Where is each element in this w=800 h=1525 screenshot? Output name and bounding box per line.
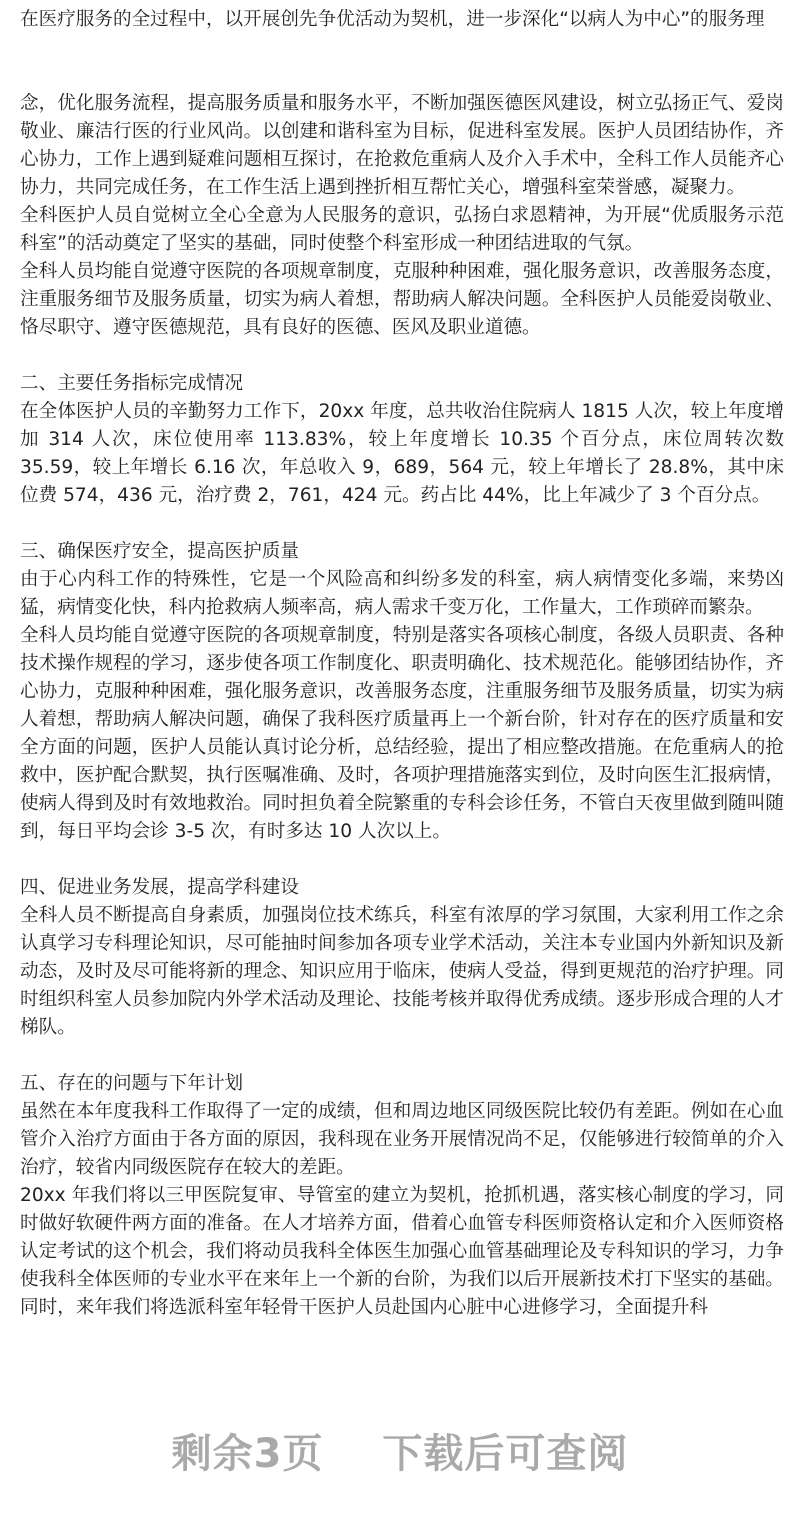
remaining-pages-label: 剩余3页	[171, 1431, 324, 1477]
paragraph: 20xx 年我们将以三甲医院复审、导管室的建立为契机，抢抓机遇，落实核心制度的学习，同时做好软硬件两方面的准备。在人才培养方面，借着心血管专科医师资格认定和介入医师资格认定考试的这个机会，我们将动员我科全体医生加强心血管基础理论及专科知识的学习，力争使我科全体医师的专业水平在来年上一个新的台阶，为我们以后开展新技术打下坚实的基础。同时，来年我们将选派科室年轻骨干医护人员赴国内心脏中心进修学习，全面提升科	[20, 1185, 784, 1318]
section-heading: 五、存在的问题与下年计划	[20, 1073, 244, 1094]
paragraph: 全科人员均能自觉遵守医院的各项规章制度，特别是落实各项核心制度，各级人员职责、各种技术操作规程的学习，逐步使各项工作制度化、职责明确化、技术规范化。能够团结协作，齐心协力，克服种种困难，强化服务意识，改善服务态度，注重服务细节及服务质量，切实为病人着想，帮助病人解决问题，确保了我科医疗质量再上一个新台阶，针对存在的医疗质量和安全方面的问题，医护人员能认真讨论分析，总结经验，提出了相应整改措施。在危重病人的抢救中，医护配合默契，执行医嘱准确、及时，各项护理措施落实到位，及时向医生汇报病情，使病人得到及时有效地救治。同时担负着全院繁重的专科会诊任务，不管白天夜里做到随叫随到，每日平均会诊 3-5 次，有时多达 10 人次以上。	[20, 625, 784, 842]
paragraph: 全科人员不断提高自身素质，加强岗位技术练兵，科室有浓厚的学习氛围，大家利用工作之余认真学习专科理论知识，尽可能抽时间参加各项专业学术活动，关注本专业国内外新知识及新动态，及时及尽可能将新的理念、知识应用于临床，使病人受益，得到更规范的治疗护理。同时组织科室人员参加院内外学术活动及理论、技能考核并取得优秀成绩。逐步形成合理的人才梯队。	[20, 905, 784, 1038]
paragraph: 由于心内科工作的特殊性，它是一个风险高和纠纷多发的科室，病人病情变化多端，来势凶猛，病情变化快，科内抢救病人频率高，病人需求千变万化，工作量大，工作琐碎而繁杂。	[20, 569, 784, 618]
paragraph: 在医疗服务的全过程中，以开展创先争优活动为契机，进一步深化“以病人为中心”的服务理	[20, 9, 765, 30]
paragraph: 念，优化服务流程，提高服务质量和服务水平，不断加强医德医风建设，树立弘扬正气、爱岗敬业、廉洁行医的行业风尚。以创建和谐科室为目标，促进科室发展。医护人员团结协作，齐心协力，工作上遇到疑难问题相互探讨，在抢救危重病人及介入手术中，全科工作人员能齐心协力，共同完成任务，在工作生活上遇到挫折相互帮忙关心，增强科室荣誉感，凝聚力。	[20, 93, 784, 198]
paragraph: 全科人员均能自觉遵守医院的各项规章制度，克服种种困难，强化服务意识，改善服务态度，注重服务细节及服务质量，切实为病人着想，帮助病人解决问题。全科医护人员能爱岗敬业、恪尽职守、遵守医德规范，具有良好的医德、医风及职业道德。	[20, 261, 784, 338]
paragraph: 全科医护人员自觉树立全心全意为人民服务的意识，弘扬白求恩精神，为开展“优质服务示范科室”的活动奠定了坚实的基础，同时使整个科室形成一种团结进取的气氛。	[20, 205, 784, 254]
download-to-view-label[interactable]: 下载后可查阅	[382, 1431, 629, 1477]
paragraph: 虽然在本年度我科工作取得了一定的成绩，但和周边地区同级医院比较仍有差距。例如在心血管介入治疗方面由于各方面的原因，我科现在业务开展情况尚不足，仅能够进行较简单的介入治疗，较省内同级医院存在较大的差距。	[20, 1101, 784, 1178]
section-heading: 四、促进业务发展，提高学科建设	[20, 877, 299, 898]
paragraph: 在全体医护人员的辛勤努力工作下，20xx 年度，总共收治住院病人 1815 人次，较上年度增加 314 人次，床位使用率 113.83%，较上年度增长 10.35 个百分点，床位周转次数 35.59，较上年增长 6.16 次，年总收入 9，689，564 元，较上年增长了 28.8%，其中床位费 574，436 元，治疗费 2，761，424 元。药占比 44%，比上年减少了 3 个百分点。	[20, 401, 784, 506]
section-heading: 二、主要任务指标完成情况	[20, 373, 244, 394]
section-heading: 三、确保医疗安全，提高医护质量	[20, 541, 299, 562]
download-prompt-banner[interactable]	[0, 1422, 800, 1479]
document-body	[20, 0, 784, 1322]
